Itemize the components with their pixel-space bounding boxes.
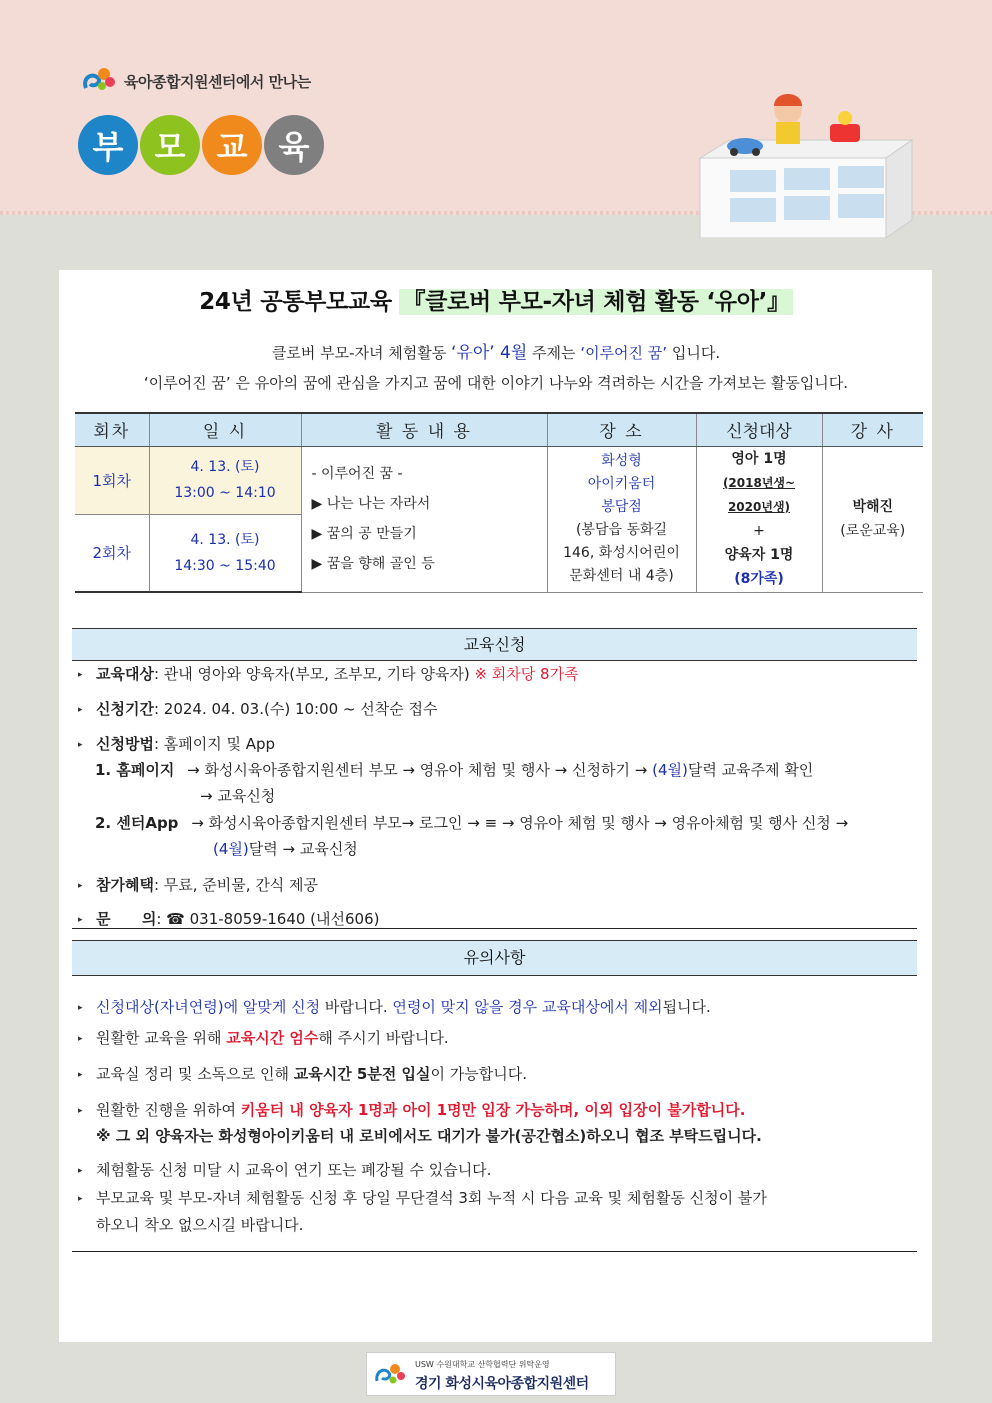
bullet-icon: ▸ bbox=[78, 739, 83, 750]
section-divider bbox=[72, 928, 917, 929]
app-method-label: 2. 센터App bbox=[95, 814, 179, 832]
intro-line-2: ‘이루어진 꿈’ 은 유아의 꿈에 관심을 가지고 꿈에 대한 이야기 나누와 격려하는 시간을 가져보는 활동입니다. bbox=[143, 374, 849, 392]
col-header-target: 신청대상 bbox=[696, 413, 822, 446]
note-5-text: 체험활동 신청 미달 시 교육이 연기 또는 폐강될 수 있습니다. bbox=[96, 1161, 492, 1179]
place-cell bbox=[547, 446, 696, 592]
note-1-highlight: 신청대상(자녀연령)에 알맞게 신청 bbox=[96, 998, 321, 1016]
web-method-month: (4월) bbox=[652, 761, 688, 779]
bullet-icon: ▸ bbox=[78, 1069, 83, 1080]
bullet-icon: ▸ bbox=[78, 669, 83, 680]
footer-logo bbox=[366, 1352, 616, 1396]
center-logo-line bbox=[80, 62, 311, 100]
apply-period-row bbox=[78, 698, 438, 719]
apply-section-title: 교육신청 bbox=[72, 628, 917, 661]
target-line: + bbox=[753, 523, 765, 539]
col-header-place: 장 소 bbox=[547, 413, 696, 446]
target-line: (8가족) bbox=[734, 571, 784, 587]
footer-logo-icon bbox=[373, 1359, 411, 1391]
datetime-cell bbox=[149, 446, 301, 514]
title-prefix: 24년 공통부모교육 bbox=[199, 289, 392, 315]
bullet-icon: ▸ bbox=[78, 1165, 83, 1176]
app-method-path: → 화성시육아종합지원센터 부모→ 로그인 → ≡ → 영유아 체험 및 행사 → 영유아체험 및 행사 신청 → bbox=[191, 814, 849, 832]
apply-target-label: 교육대상 bbox=[96, 665, 154, 683]
bullet-icon: ▸ bbox=[78, 914, 83, 925]
place-line: 146, 화성시어린이 bbox=[563, 545, 680, 561]
place-line: 아이키움터 bbox=[587, 476, 656, 492]
round-cell: 2회차 bbox=[75, 514, 149, 592]
intro-text-2: 주제는 bbox=[527, 344, 581, 362]
activity-line: ▶ 나는 나는 자라서 bbox=[311, 496, 431, 512]
page-title bbox=[0, 283, 992, 316]
app-method-path-2: 달력 → 교육신청 bbox=[248, 840, 358, 858]
session-time: 14:30 ~ 15:40 bbox=[174, 557, 276, 574]
web-method-label: 1. 홈페이지 bbox=[95, 761, 175, 779]
apply-benefit-label: 참가혜택 bbox=[96, 876, 154, 894]
note-3-text: 교육실 정리 및 소독으로 인해 bbox=[96, 1065, 294, 1083]
toy-shelf-illustration bbox=[690, 88, 920, 238]
datetime-cell bbox=[149, 514, 301, 592]
footer-center-name: 경기 화성시육아종합지원센터 bbox=[415, 1376, 589, 1392]
apply-target-note: ※ 회차당 8가족 bbox=[474, 665, 579, 683]
activity-line: - 이루어진 꿈 - bbox=[311, 466, 403, 482]
apply-target-row bbox=[78, 663, 579, 684]
logo-circle-2: 모 bbox=[140, 115, 200, 175]
web-method-path-2: 달력 교육주제 확인 bbox=[687, 761, 814, 779]
teacher-org: (로운교육) bbox=[840, 523, 906, 539]
note-6-text: 부모교육 및 부모-자녀 체험활동 신청 후 당일 무단결석 3회 누적 시 다음 교육 및 체험활동 신청이 불가 bbox=[96, 1189, 767, 1207]
place-line: 문화센터 내 4층) bbox=[569, 568, 674, 584]
note-4-highlight: 키움터 내 양육자 1명과 아이 1명만 입장 가능하며, 이외 입장이 불가합니다. bbox=[240, 1101, 746, 1119]
apply-contact-label: 문 의 bbox=[96, 910, 157, 928]
round-cell: 1회차 bbox=[75, 446, 149, 514]
note-item bbox=[78, 996, 711, 1017]
apply-method-row bbox=[78, 733, 275, 754]
table-row bbox=[75, 446, 923, 514]
bullet-icon: ▸ bbox=[78, 1002, 83, 1013]
logo-circle-4: 육 bbox=[264, 115, 324, 175]
apply-period-value: : 2024. 04. 03.(수) 10:00 ~ 선착순 접수 bbox=[153, 700, 438, 718]
col-header-teacher: 강 사 bbox=[822, 413, 923, 446]
note-2-text: 원활한 교육을 위해 bbox=[96, 1029, 227, 1047]
target-line: 영아 1명 bbox=[731, 451, 787, 467]
activity-line: ▶ 꿈의 공 만들기 bbox=[311, 526, 417, 542]
intro-text-3: 입니다. bbox=[667, 344, 721, 362]
note-2-highlight: 교육시간 엄수 bbox=[226, 1029, 319, 1047]
note-1-highlight-2: 연령이 맞지 않을 경우 교육대상에서 제외 bbox=[392, 998, 663, 1016]
apply-benefit-row bbox=[78, 874, 318, 895]
place-line: (봉담읍 동화길 bbox=[575, 522, 668, 538]
schedule-table bbox=[75, 412, 923, 593]
apply-method-value: : 홈페이지 및 App bbox=[153, 735, 276, 753]
note-4-sub: ※ 그 외 양육자는 화성형아이키움터 내 로비에서도 대기가 불가(공간협소)하오니 협조 부탁드립니다. bbox=[96, 1127, 762, 1145]
note-3-end: 이 가능합니다. bbox=[430, 1065, 528, 1083]
session-date: 4. 13. (토) bbox=[190, 531, 260, 548]
app-method-line-2 bbox=[213, 838, 358, 859]
center-logo-icon bbox=[80, 62, 118, 100]
note-item bbox=[78, 1187, 767, 1208]
web-method-line bbox=[95, 759, 813, 780]
activity-cell bbox=[301, 446, 547, 592]
apply-contact-value: : ☎ 031-8059-1640 (내선606) bbox=[156, 910, 380, 928]
title-main: 『클로버 부모-자녀 체험 활동 ‘유아’』 bbox=[399, 289, 792, 315]
note-item bbox=[78, 1027, 449, 1048]
intro-topic: ‘유아’ 4월 bbox=[451, 343, 528, 363]
note-6-text-2: 하오니 착오 없으시길 바랍니다. bbox=[96, 1216, 304, 1234]
parent-education-logo bbox=[78, 115, 324, 175]
place-line: 화성형 bbox=[601, 453, 642, 469]
col-header-activity: 활 동 내 용 bbox=[301, 413, 547, 446]
teacher-cell bbox=[822, 446, 923, 592]
place-line: 봉담점 bbox=[601, 499, 642, 515]
app-method-month: (4월) bbox=[213, 840, 249, 858]
activity-line: ▶ 꿈을 향해 골인 등 bbox=[311, 556, 435, 572]
note-1-end: 됩니다. bbox=[662, 998, 711, 1016]
apply-contact-row bbox=[78, 908, 380, 929]
bullet-icon: ▸ bbox=[78, 1033, 83, 1044]
apply-period-label: 신청기간 bbox=[96, 700, 154, 718]
session-time: 13:00 ~ 14:10 bbox=[174, 485, 276, 501]
notes-section-title: 유의사항 bbox=[72, 940, 917, 976]
web-method-line-2: → 교육신청 bbox=[200, 787, 276, 805]
intro-theme: ‘이루어진 꿈’ bbox=[580, 344, 668, 362]
col-header-datetime: 일 시 bbox=[149, 413, 301, 446]
app-method-line bbox=[95, 812, 848, 833]
col-header-round: 회차 bbox=[75, 413, 149, 446]
apply-benefit-value: : 무료, 준비물, 간식 제공 bbox=[153, 876, 319, 894]
logo-circle-1: 부 bbox=[78, 115, 138, 175]
bullet-icon: ▸ bbox=[78, 1105, 83, 1116]
target-cell bbox=[696, 446, 822, 592]
center-name: 육아종합지원센터에서 만나는 bbox=[124, 72, 311, 91]
target-line: (2018년생~ bbox=[722, 476, 796, 490]
note-item bbox=[78, 1063, 527, 1084]
target-line: 양육자 1명 bbox=[724, 547, 794, 563]
section-divider bbox=[72, 1251, 917, 1252]
logo-circle-3: 교 bbox=[202, 115, 262, 175]
target-line: 2020년생) bbox=[727, 500, 791, 514]
intro-line-1 bbox=[0, 338, 992, 363]
teacher-name: 박해진 bbox=[852, 499, 894, 515]
note-3-highlight: 교육시간 5분전 입실 bbox=[293, 1065, 431, 1083]
session-date: 4. 13. (토) bbox=[190, 459, 260, 475]
apply-method-label: 신청방법 bbox=[96, 735, 154, 753]
apply-target-value: : 관내 영아와 양육자(부모, 조부모, 기타 양육자) bbox=[153, 665, 475, 683]
schedule-header-row bbox=[75, 413, 923, 446]
bullet-icon: ▸ bbox=[78, 1193, 83, 1204]
intro-text-1: 클로버 부모-자녀 체험활동 bbox=[271, 344, 451, 362]
bullet-icon: ▸ bbox=[78, 704, 83, 715]
bullet-icon: ▸ bbox=[78, 880, 83, 891]
note-4-text: 원활한 진행을 위하여 bbox=[96, 1101, 241, 1119]
note-1-text: 바랍니다. bbox=[320, 998, 393, 1016]
note-item bbox=[78, 1099, 745, 1120]
note-item bbox=[78, 1159, 491, 1180]
note-2-end: 해 주시기 바랍니다. bbox=[318, 1029, 449, 1047]
web-method-path: → 화성시육아종합지원센터 부모 → 영유아 체험 및 행사 → 신청하기 → bbox=[187, 761, 653, 779]
footer-operator: USW 수원대학교 산학협력단 위탁운영 bbox=[415, 1360, 550, 1369]
